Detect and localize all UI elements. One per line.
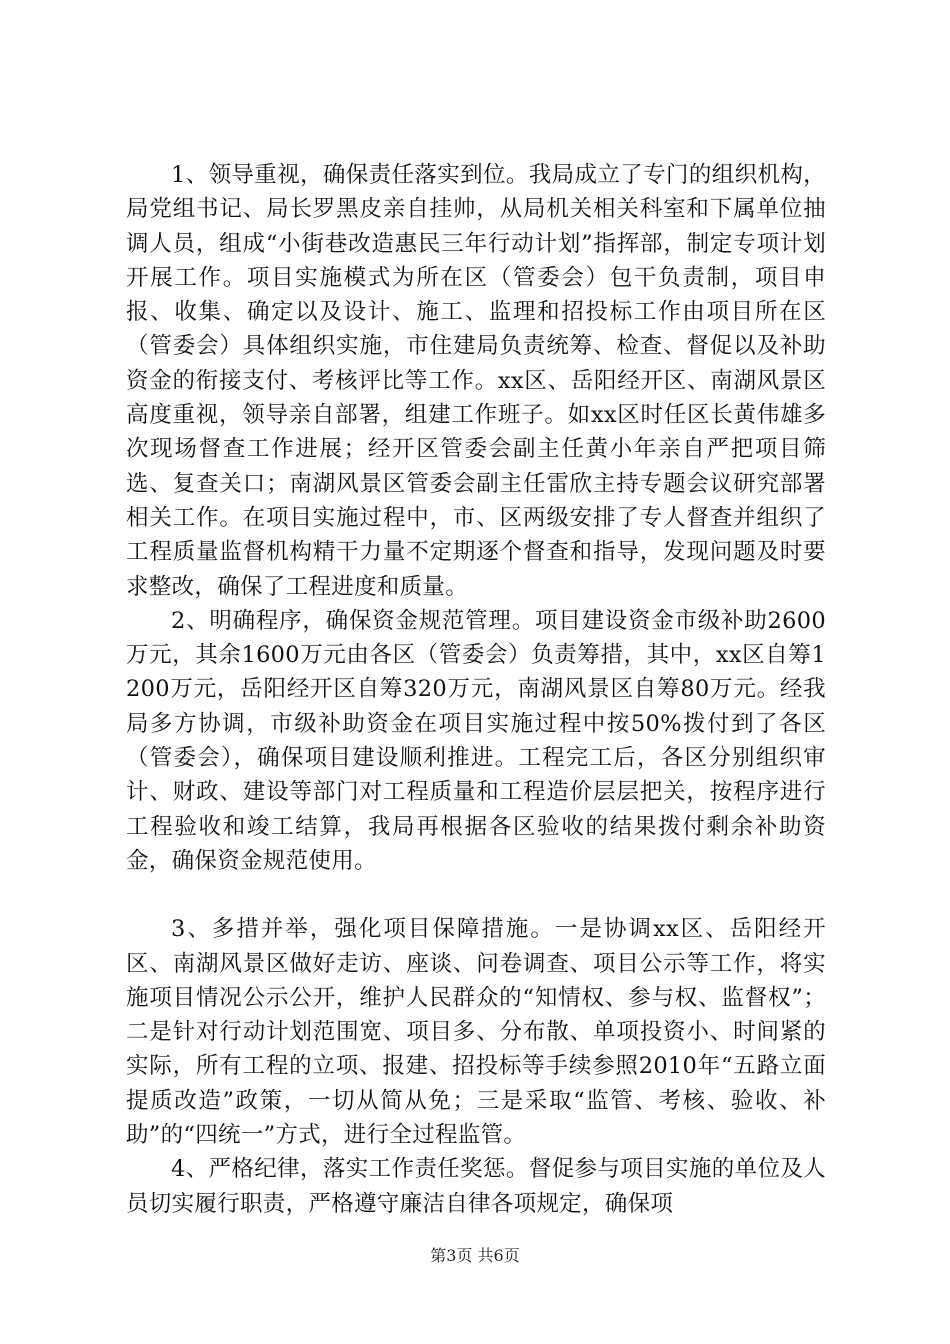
- paragraph-funding: 2、明确程序，确保资金规范管理。项目建设资金市级补助2600万元，其余1600万元由各区（管委会）负责筹措，其中，xx区自筹1200万元，岳阳经开区自筹320万元，南湖风景区自筹80万元。经我局多方协调，市级补助资金在项目实施过程中按50%拨付到了各区（管委会），确保项目建设顺利推进。工程完工后，各区分别组织审计、财政、建设等部门对工程质量和工程造价层层把关，按程序进行工程验收和竣工结算，我局再根据各区验收的结果拨付剩余补助资金，确保资金规范使用。: [126, 607, 826, 874]
- paragraph-measures: 3、多措并举，强化项目保障措施。一是协调xx区、岳阳经开区、南湖风景区做好走访、座谈、问卷调查、项目公示等工作，将实施项目情况公示公开，维护人民群众的“知情权、参与权、监督权”；二是针对行动计划范围宽、项目多、分布散、单项投资小、时间紧的实际，所有工程的立项、报建、招投标等手续参照2010年“五路立面提质改造”政策，一切从简从免；三是采取“监管、考核、验收、补助”的“四统一”方式，进行全过程监管。: [126, 916, 826, 1149]
- document-body: [126, 158, 826, 1221]
- paragraph-leadership: 1、领导重视，确保责任落实到位。我局成立了专门的组织机构，局党组书记、局长罗黑皮亲自挂帅，从局机关相关科室和下属单位抽调人员，组成“小街巷改造惠民三年行动计划”指挥部，制定专项计划开展工作。项目实施模式为所在区（管委会）包干负责制，项目申报、收集、确定以及设计、施工、监理和招投标工作由项目所在区（管委会）具体组织实施，市住建局负责统筹、检查、督促以及补助资金的衔接支付、考核评比等工作。xx区、岳阳经开区、南湖风景区高度重视，领导亲自部署，组建工作班子。如xx区时任区长黄伟雄多次现场督查工作进展；经开区管委会副主任黄小年亲自严把项目筛选、复查关口；南湖风景区管委会副主任雷欣主持专题会议研究部署相关工作。在项目实施过程中，市、区两级安排了专人督查并组织了工程质量监督机构精干力量不定期逐个督查和指导，发现问题及时要求整改，确保了工程进度和质量。: [126, 162, 826, 600]
- paragraph-discipline: 4、严格纪律，落实工作责任奖惩。督促参与项目实施的单位及人员切实履行职责，严格遵守廉洁自律各项规定，确保项: [126, 1156, 826, 1217]
- page-number-footer: 第3页 共6页: [430, 1246, 520, 1265]
